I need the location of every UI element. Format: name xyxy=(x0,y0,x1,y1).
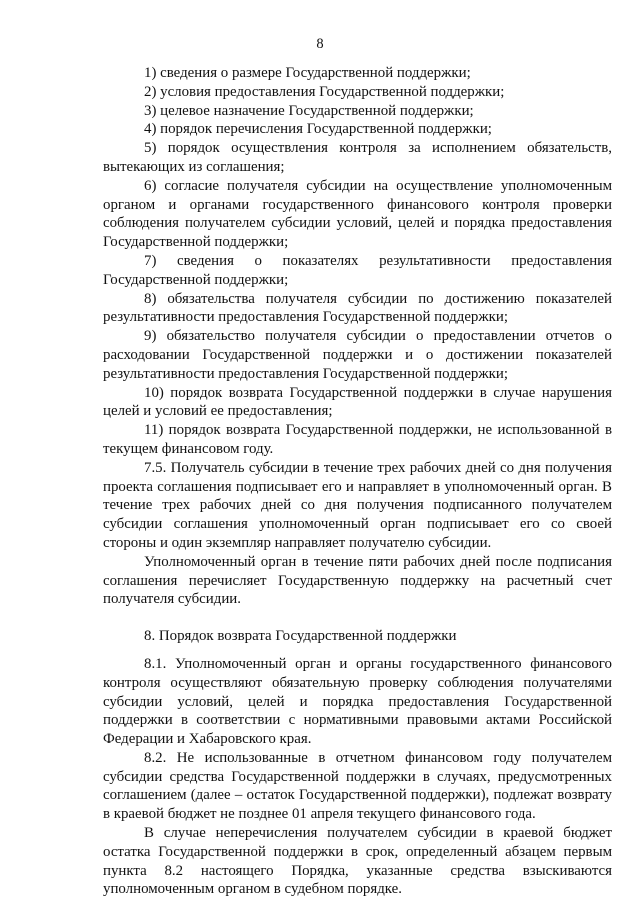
list-item-1: 1) сведения о размере Государственной поддержки; xyxy=(144,65,471,81)
list-item-6: 6) согласие получателя субсидии на осуществление уполномоченным органом и органами государственного финансового контроля проверки соблюдения получателем субсидии условий, целей и порядка предоставления Государственной поддержки; xyxy=(103,177,612,251)
paragraph-transfer: Уполномоченный орган в течение пяти рабочих дней после подписания соглашения перечисляет Государственную поддержку на расчетный счет получателя субсидии. xyxy=(103,553,612,608)
list-item-9: 9) обязательство получателя субсидии о предоставлении отчетов о расходовании Государственной поддержки и о достижении показателей результативности предоставления Государственной поддержки; xyxy=(103,328,612,382)
paragraph-7-5: 7.5. Получатель субсидии в течение трех рабочих дней со дня получения проекта соглашения подписывает его и направляет в уполномоченный орган. В течение трех рабочих дней со дня получения подписанного получателем субсидии соглашения уполномоченный орган подписывает его со своей стороны и один экземпляр направляет получателю субсидии. xyxy=(103,459,612,551)
paragraph-8-1: 8.1. Уполномоченный орган и органы государственного финансового контроля осуществляют обязательную проверку соблюдения получателями субсидии условий, целей и порядка предоставления Государственной поддержки в соответствии с нормативными правовыми актами Российской Федерации и Хабаровского края. xyxy=(103,655,612,748)
list-item-5: 5) порядок осуществления контроля за исполнением обязательств, вытекающих из соглашения; xyxy=(103,140,612,175)
list-item-4: 4) порядок перечисления Государственной поддержки; xyxy=(144,121,492,138)
list-item-10: 10) порядок возврата Государственной поддержки в случае нарушения целей и условий ее предоставления; xyxy=(103,384,612,420)
page-number: 8 xyxy=(316,36,324,52)
list-item-8: 8) обязательства получателя субсидии по достижению показателей результативности предоставления Государственной поддержки; xyxy=(103,290,612,326)
list-item-11: 11) порядок возврата Государственной поддержки, не использованной в текущем финансовом году. xyxy=(103,422,612,457)
list-item-2: 2) условия предоставления Государственной поддержки; xyxy=(144,83,505,100)
list-item-7: 7) сведения о показателях результативности предоставления Государственной поддержки; xyxy=(103,252,612,288)
paragraph-non-transfer: В случае неперечисления получателем субсидии в краевой бюджет остатка Государственной поддержки в срок, определенный абзацем первым пункта 8.2 настоящего Порядка, указанные средства взыскиваются уполномоченным органом в судебном порядке. xyxy=(103,825,612,898)
section-8-heading: 8. Порядок возврата Государственной поддержки xyxy=(144,628,457,645)
paragraph-8-2: 8.2. Не использованные в отчетном финансовом году получателем субсидии средства Государственной поддержки в случаях, предусмотренных соглашением (далее – остаток Государственной поддержки), подлежат возврату в краевой бюджет не позднее 01 апреля текущего финансового года. xyxy=(103,749,612,823)
document-body xyxy=(103,64,612,899)
list-item-3: 3) целевое назначение Государственной поддержки; xyxy=(144,102,474,119)
